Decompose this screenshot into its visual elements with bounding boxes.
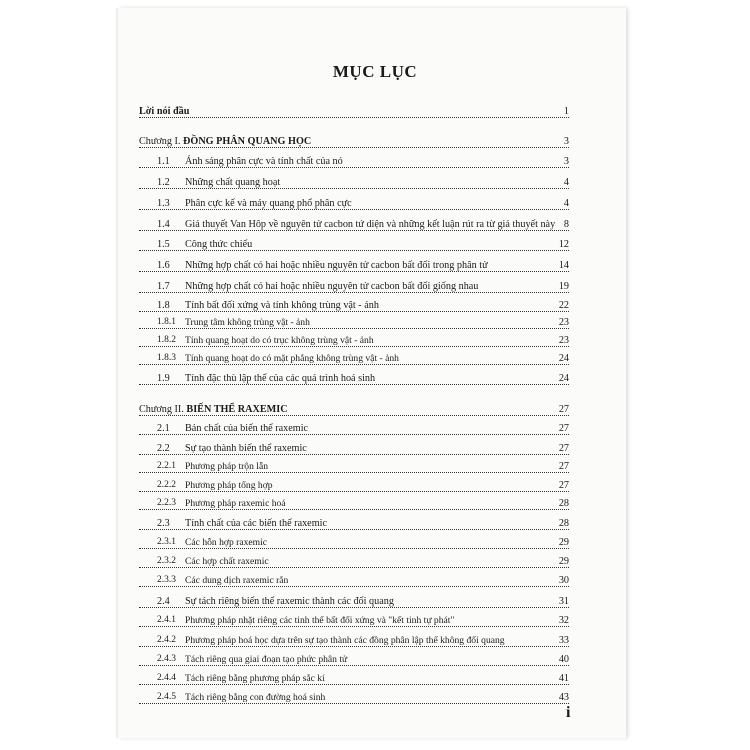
toc-entry-number: 1.5 (157, 239, 170, 250)
toc-entry-label: Bản chất của biến thể raxemic (185, 423, 309, 434)
toc-entry-label: Phương pháp hoá học dựa trên sự tạo thành các đồng phân lập thể không đối quang (185, 635, 505, 646)
toc-entry (139, 353, 569, 367)
toc-entry (139, 537, 569, 551)
toc-entry-page: 4 (563, 177, 569, 188)
leader-dots (139, 665, 569, 666)
toc-entry (139, 692, 569, 706)
toc-entry (139, 635, 569, 649)
toc-entry (139, 498, 569, 512)
toc-entry-page: 28 (558, 518, 569, 529)
toc-entry (139, 480, 569, 494)
toc-entry-number: 2.2.1 (157, 461, 176, 471)
leader-dots (139, 292, 569, 293)
toc-entry-page: 27 (558, 443, 569, 454)
leader-dots (139, 364, 569, 365)
toc-entry (139, 615, 569, 629)
toc-entry-page: 24 (558, 373, 569, 384)
toc-entry-page: 29 (558, 556, 569, 567)
toc-entry (139, 156, 569, 170)
toc-entry (139, 198, 569, 212)
toc-entry-page: 27 (558, 461, 569, 472)
toc-entry-label: Tách riêng qua giai đoạn tạo phức phân tử (185, 654, 348, 665)
toc-entry-number: 1.8.3 (157, 353, 176, 363)
toc-entry-page: 30 (558, 575, 569, 586)
leader-dots (139, 117, 569, 118)
toc-chapter-entry (139, 136, 569, 150)
page-number: i (566, 704, 571, 721)
leader-dots (139, 188, 569, 189)
toc-entry-label: Tính chất của các biến thể raxemic (185, 518, 327, 529)
toc-entry (139, 177, 569, 191)
toc-entry-page: 40 (558, 654, 569, 665)
toc-entry-number: 2.4.2 (157, 635, 176, 645)
toc-entry-page: 43 (558, 692, 569, 703)
toc-entry-label: Những chất quang hoạt (185, 177, 281, 188)
page-title: MỤC LỤC (332, 62, 418, 81)
toc-entry-label: Tách riêng bằng con đường hoá sinh (185, 692, 326, 703)
toc-entry-page: 29 (558, 537, 569, 548)
toc-entry (139, 556, 569, 570)
leader-dots (139, 684, 569, 685)
toc-entry-label: Chương II. BIẾN THỂ RAXEMIC (139, 404, 288, 415)
toc-entry-label: Trung tâm không trùng vật - ảnh (185, 317, 310, 328)
toc-entry-number: 1.2 (157, 177, 170, 188)
toc-entry-page: 28 (558, 498, 569, 509)
toc-entry-number: 1.8 (157, 300, 170, 311)
toc-entry-page: 32 (558, 615, 569, 626)
toc-entry (139, 335, 569, 349)
toc-entry (139, 219, 569, 233)
toc-entry-label: Phân cực kế và máy quang phổ phân cực (185, 198, 352, 209)
toc-entry-number: 2.4.5 (157, 692, 176, 702)
toc-entry-label: Giả thuyết Van Hôp về nguyên tử cacbon tứ diện và những kết luận rút ra từ giả thuyết này (185, 219, 556, 230)
toc-entry-label: Các dung dịch raxemic rắn (185, 575, 289, 586)
leader-dots (139, 491, 569, 492)
toc-entry-number: 2.2.3 (157, 498, 176, 508)
toc-entry-label: Tách riêng bằng phương pháp sắc kí (185, 673, 325, 684)
toc-entry-page: 27 (558, 404, 569, 415)
leader-dots (139, 167, 569, 168)
toc-entry (139, 281, 569, 295)
toc-entry-number: 2.4.3 (157, 654, 176, 664)
toc-entry-number: 2.2.2 (157, 480, 176, 490)
leader-dots (139, 346, 569, 347)
toc-entry-page: 14 (558, 260, 569, 271)
leader-dots (139, 567, 569, 568)
toc-entry-label: Phương pháp nhặt riêng các tinh thể bất đối xứng và "kết tinh tự phát" (185, 615, 455, 626)
toc-entry-label: Chương I. ĐỒNG PHÂN QUANG HỌC (139, 136, 312, 147)
toc-entry (139, 300, 569, 314)
leader-dots (139, 472, 569, 473)
toc-entry-label: Tính quang hoạt do có trục không trùng vật - ảnh (185, 335, 374, 346)
leader-dots (139, 147, 569, 148)
toc-entry-number: 1.7 (157, 281, 170, 292)
leader-dots (139, 529, 569, 530)
toc-entry-number: 2.2 (157, 443, 170, 454)
toc-entry (139, 260, 569, 274)
leader-dots (139, 586, 569, 587)
leader-dots (139, 607, 569, 608)
toc-entry-label: Sự tạo thành biến thể raxemic (185, 443, 307, 454)
toc-entry (139, 373, 569, 387)
leader-dots (139, 454, 569, 455)
toc-entry-page: 4 (563, 198, 569, 209)
toc-entry (139, 106, 569, 120)
toc-entry-label: Phương pháp raxemic hoá (185, 498, 286, 509)
toc-entry-number: 2.4.1 (157, 615, 176, 625)
toc-entry-label: Phương pháp tổng hợp (185, 480, 273, 491)
toc-entry-page: 27 (558, 480, 569, 491)
toc-entry-number: 2.3.3 (157, 575, 176, 585)
toc-entry-label: Những hợp chất có hai hoặc nhiều nguyên tử cacbon bất đối trong phân tử (185, 260, 488, 271)
toc-entry-page: 19 (558, 281, 569, 292)
toc-entry-page: 27 (558, 423, 569, 434)
toc-entry-page: 12 (558, 239, 569, 250)
toc-entry (139, 423, 569, 437)
toc-entry-label: Ánh sáng phân cực và tính chất của nó (185, 156, 343, 167)
toc-entry-label: Công thức chiếu (185, 239, 253, 250)
toc-entry-number: 1.9 (157, 373, 170, 384)
toc-entry (139, 443, 569, 457)
toc-entry-label: Các hỗn hợp raxemic (185, 537, 268, 548)
toc-entry-label: Sự tách riêng biến thể raxemic thành các đối quang (185, 596, 394, 607)
leader-dots (139, 626, 569, 627)
toc-entry-page: 3 (563, 156, 569, 167)
leader-dots (139, 328, 569, 329)
toc-entry-number: 2.1 (157, 423, 170, 434)
toc-entry-number: 2.3.2 (157, 556, 176, 566)
toc-entry-number: 2.4 (157, 596, 170, 607)
leader-dots (139, 311, 569, 312)
leader-dots (139, 250, 569, 251)
toc-entry (139, 596, 569, 610)
leader-dots (139, 271, 569, 272)
toc-entry-page: 22 (558, 300, 569, 311)
leader-dots (139, 209, 569, 210)
leader-dots (139, 548, 569, 549)
toc-entry-number: 2.3.1 (157, 537, 176, 547)
toc-entry-page: 33 (558, 635, 569, 646)
toc-entry-page: 24 (558, 353, 569, 364)
toc-entry-page: 23 (558, 317, 569, 328)
toc-entry (139, 673, 569, 687)
toc-entry-page: 1 (563, 106, 569, 117)
toc-entry-page: 41 (558, 673, 569, 684)
toc-entry (139, 518, 569, 532)
toc-entry-label: Các hợp chất raxemic (185, 556, 269, 567)
toc-entry (139, 317, 569, 331)
leader-dots (139, 415, 569, 416)
leader-dots (139, 434, 569, 435)
toc-entry-page: 3 (563, 136, 569, 147)
toc-entry (139, 654, 569, 668)
toc-entry-number: 1.8.2 (157, 335, 176, 345)
toc-entry-page: 31 (558, 596, 569, 607)
toc-entry-number: 2.3 (157, 518, 170, 529)
toc-chapter-entry (139, 404, 569, 418)
leader-dots (139, 646, 569, 647)
toc-entry (139, 461, 569, 475)
leader-dots (139, 384, 569, 385)
toc-entry-number: 2.4.4 (157, 673, 176, 683)
toc-entry (139, 239, 569, 253)
leader-dots (139, 703, 569, 704)
toc-entry-label: Những hợp chất có hai hoặc nhiều nguyên tử cacbon bất đối giống nhau (185, 281, 479, 292)
toc-entry-number: 1.4 (157, 219, 170, 230)
toc-entry-label: Phương pháp trộn lẫn (185, 461, 269, 472)
leader-dots (139, 509, 569, 510)
toc-entry (139, 575, 569, 589)
toc-entry-number: 1.3 (157, 198, 170, 209)
toc-entry-page: 23 (558, 335, 569, 346)
toc-entry-number: 1.8.1 (157, 317, 176, 327)
toc-entry-label: Lời nói đầu (139, 106, 190, 117)
toc-entry-label: Tính đặc thù lập thể của các quá trình hoá sinh (185, 373, 376, 384)
toc-entry-number: 1.1 (157, 156, 170, 167)
toc-entry-label: Tính quang hoạt do có mặt phẳng không trùng vật - ảnh (185, 353, 399, 364)
leader-dots (139, 230, 569, 231)
toc-entry-page: 8 (563, 219, 569, 230)
toc-entry-label: Tính bất đối xứng và tính không trùng vật - ảnh (185, 300, 379, 311)
toc-entry-number: 1.6 (157, 260, 170, 271)
